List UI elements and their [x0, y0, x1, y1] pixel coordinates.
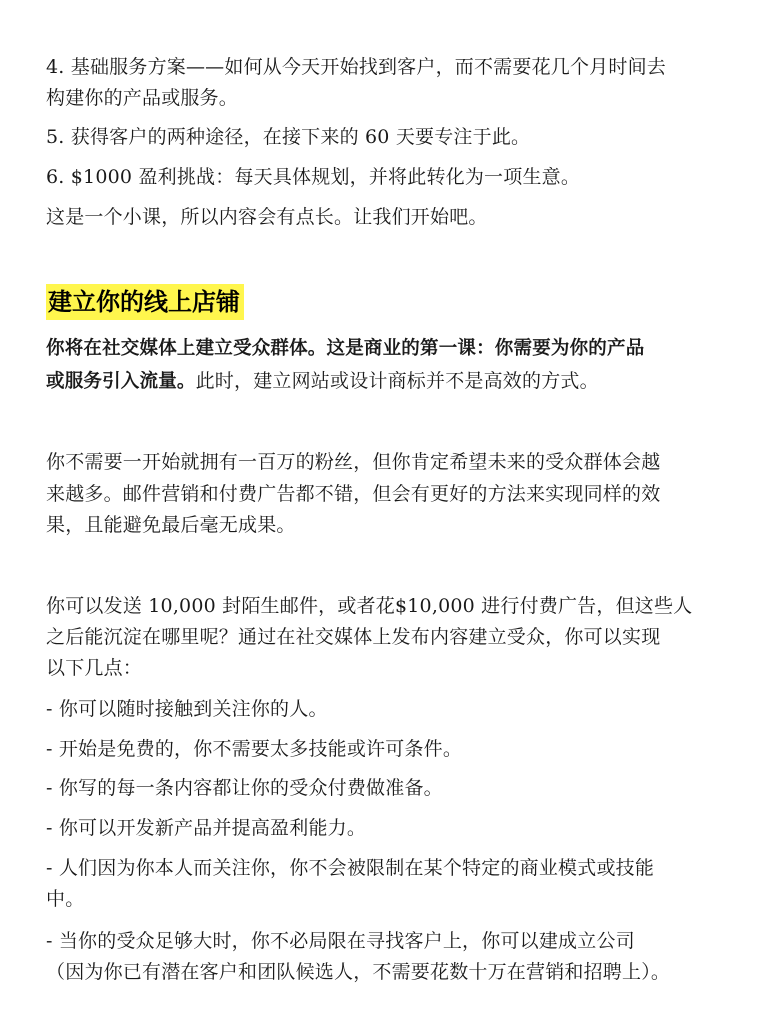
- bullet-item-continuation: （因为你已有潜在客户和团队候选人，不需要花数十万在营销和招聘上）。: [46, 961, 671, 983]
- intro-closing: 这是一个小课，所以内容会有点长。让我们开始吧。: [46, 206, 488, 228]
- list-item-6: 6. $1000 盈利挑战：每天具体规划，并将此转化为一项生意。: [46, 166, 581, 188]
- paragraph-2-line-3: 果，且能避免最后毫无成果。: [46, 514, 296, 536]
- paragraph-3-line-3: 以下几点：: [46, 657, 143, 679]
- paragraph-3-line-2: 之后能沉淀在哪里呢？通过在社交媒体上发布内容建立受众，你可以实现: [46, 626, 661, 648]
- bullet-item: - 当你的受众足够大时，你不必局限在寻找客户上，你可以建成立公司: [46, 930, 635, 952]
- bullet-item: - 开始是免费的，你不需要太多技能或许可条件。: [46, 738, 463, 760]
- bullet-item-continuation: 中。: [46, 888, 85, 910]
- paragraph-1-bold-segment: 或服务引入流量。: [46, 371, 196, 392]
- paragraph-1-line-1: 你将在社交媒体上建立受众群体。这是商业的第一课：你需要为你的产品: [46, 338, 645, 359]
- bullet-item: - 人们因为你本人而关注你，你不会被限制在某个特定的商业模式或技能: [46, 857, 655, 879]
- bullet-item: - 你可以开发新产品并提高盈利能力。: [46, 817, 367, 839]
- bullet-item: - 你写的每一条内容都让你的受众付费做准备。: [46, 777, 443, 799]
- paragraph-1-rest-segment: 此时，建立网站或设计商标并不是高效的方式。: [195, 370, 599, 392]
- paragraph-2-line-2: 来越多。邮件营销和付费广告都不错，但会有更好的方法来实现同样的效: [46, 483, 661, 505]
- list-item-4-line-1: 4. 基础服务方案——如何从今天开始找到客户，而不需要花几个月时间去: [46, 56, 666, 78]
- paragraph-2-line-1: 你不需要一开始就拥有一百万的粉丝，但你肯定希望未来的受众群体会越: [46, 451, 661, 473]
- bullet-item: - 你可以随时接触到关注你的人。: [46, 698, 328, 720]
- paragraph-3-line-1: 你可以发送 10,000 封陌生邮件，或者花$10,000 进行付费广告，但这些人: [46, 595, 693, 617]
- list-item-4-line-2: 构建你的产品或服务。: [46, 87, 239, 109]
- paragraph-1-line-2: [46, 367, 726, 396]
- list-item-5: 5. 获得客户的两种途径，在接下来的 60 天要专注于此。: [46, 126, 531, 148]
- section-heading: 建立你的线上店铺: [46, 284, 244, 320]
